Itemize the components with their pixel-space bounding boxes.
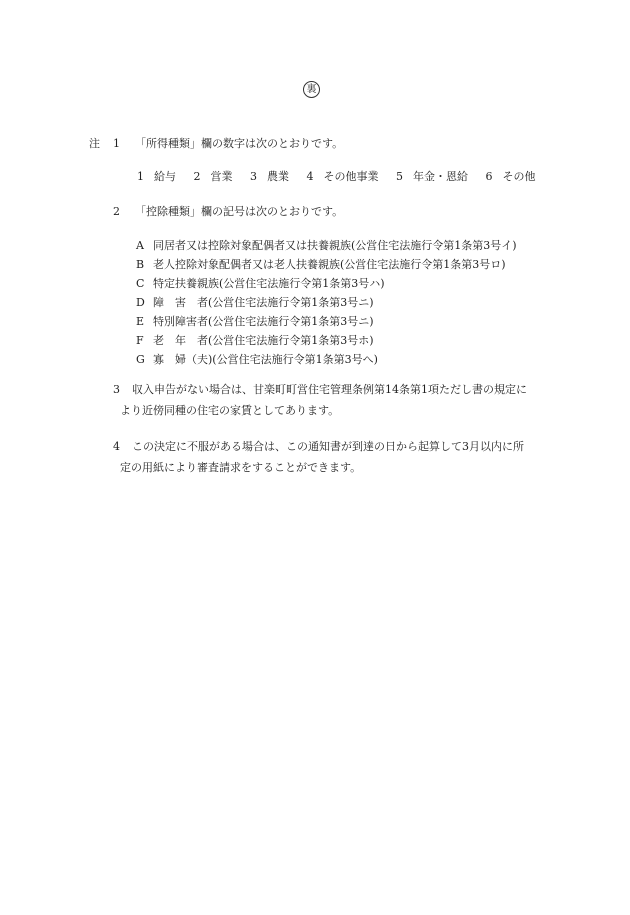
reverse-side-mark: 裏 [303, 81, 320, 98]
deduction-row [136, 258, 517, 277]
note-1-text: 「所得種類」欄の数字は次のとおりです。 [135, 137, 344, 150]
deduction-code: E [136, 315, 145, 328]
category-number: 3 [250, 170, 257, 183]
category-label: 年金・恩給 [413, 170, 468, 183]
deduction-row [136, 239, 517, 258]
deduction-code: B [136, 258, 145, 271]
category-label: 営業 [210, 170, 233, 183]
note-1-number: 1 [113, 137, 120, 150]
deduction-row [136, 296, 517, 315]
note-3-text: 収入申告がない場合は、甘楽町町営住宅管理条例第14条第1項ただし書の規定に [132, 383, 527, 396]
note-4-line-2: 定の用紙により審査請求をすることができます。 [120, 461, 362, 474]
note-4-text: この決定に不服がある場合は、この通知書が到達の日から起算して3月以内に所 [132, 440, 524, 453]
deduction-text: 老 年 者(公営住宅法施行令第1条第3号ホ) [153, 334, 374, 347]
deduction-code-list [136, 239, 517, 372]
category-number: 6 [485, 170, 493, 183]
deduction-code: C [136, 277, 145, 290]
deduction-row [136, 353, 517, 372]
note-3-line-1 [113, 383, 527, 397]
note-4-number: 4 [113, 440, 120, 453]
deduction-text: 寡 婦（夫)(公営住宅法施行令第1条第3号へ) [153, 353, 378, 366]
category-label: その他 [502, 170, 536, 183]
note-label: 注 [89, 137, 100, 150]
category-number: 4 [306, 170, 314, 183]
note-2-text: 「控除種類」欄の記号は次のとおりです。 [135, 205, 344, 218]
deduction-row [136, 315, 517, 334]
deduction-text: 特別障害者(公営住宅法施行令第1条第3号ニ) [153, 315, 374, 328]
category-label: 給与 [154, 170, 176, 183]
category-number: 5 [396, 170, 403, 183]
note-3-line-2: より近傍同種の住宅の家賃としてあります。 [120, 404, 340, 417]
deduction-code: D [136, 296, 145, 309]
income-category-list [137, 170, 536, 184]
deduction-text: 同居者又は控除対象配偶者又は扶養親族(公営住宅法施行令第1条第3号イ) [153, 239, 517, 252]
category-number: 2 [193, 170, 201, 183]
note-2-number: 2 [113, 205, 120, 218]
deduction-code: G [136, 353, 145, 366]
deduction-code: F [136, 334, 144, 347]
deduction-code: A [136, 239, 144, 252]
category-label: その他事業 [323, 170, 379, 183]
category-number: 1 [137, 170, 144, 183]
note-3-number: 3 [113, 383, 120, 396]
deduction-text: 障 害 者(公営住宅法施行令第1条第3号ニ) [153, 296, 374, 309]
deduction-text: 老人控除対象配偶者又は老人扶養親族(公営住宅法施行令第1条第3号ロ) [153, 258, 506, 271]
category-label: 農業 [267, 170, 289, 183]
deduction-text: 特定扶養親族(公営住宅法施行令第1条第3号ハ) [153, 277, 385, 290]
deduction-row [136, 334, 517, 353]
note-4-line-1 [113, 440, 524, 454]
deduction-row [136, 277, 517, 296]
